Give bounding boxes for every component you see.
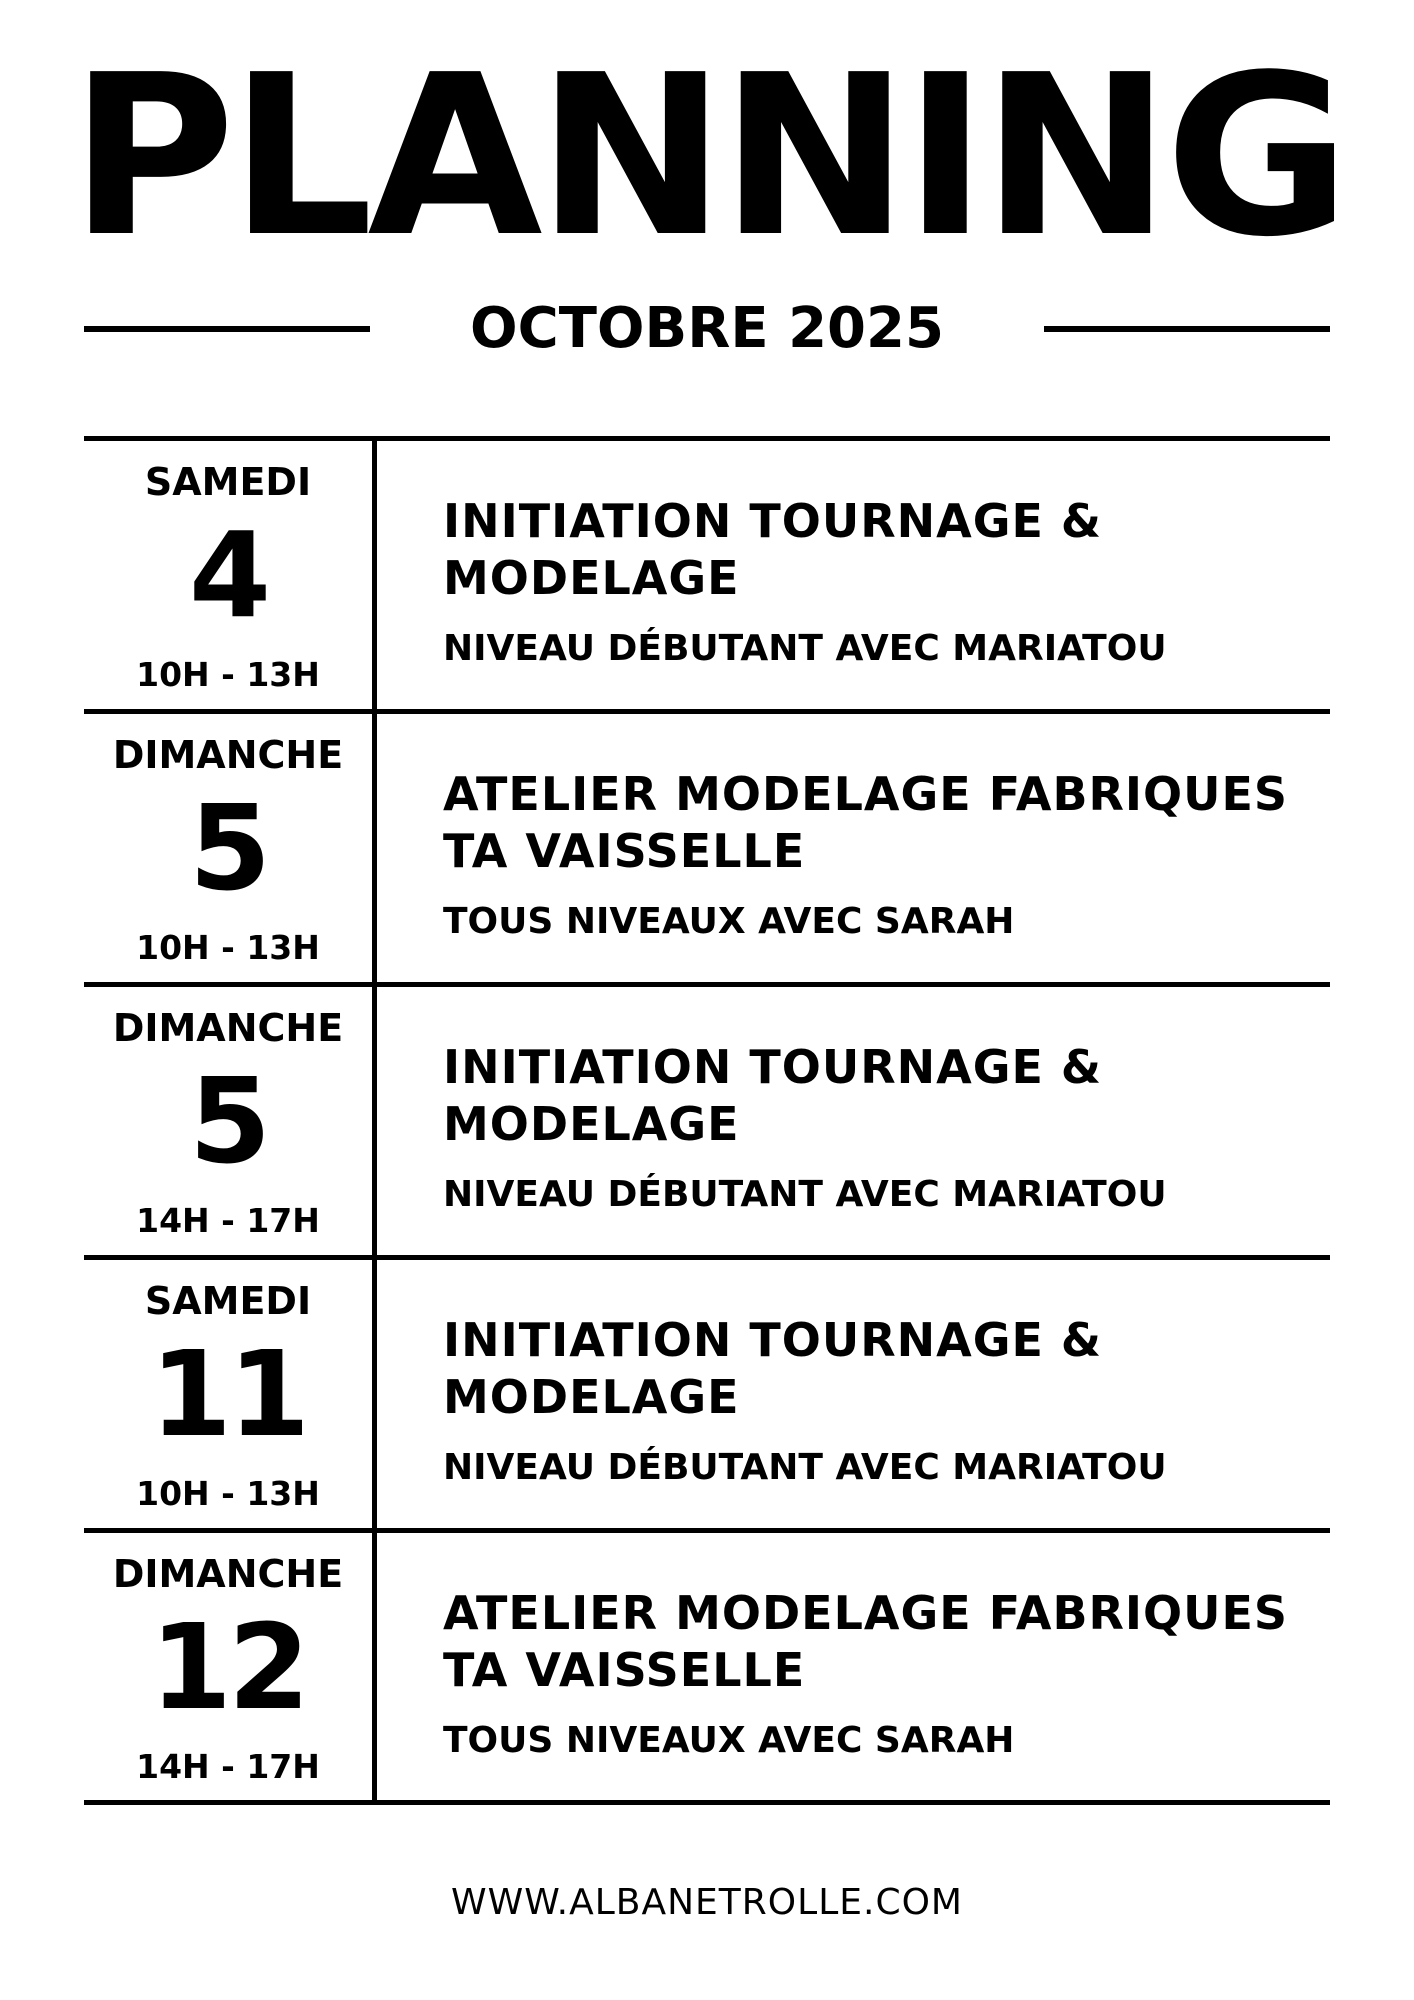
event-detail: TOUS NIVEAUX AVEC SARAH (443, 901, 1015, 942)
event-title: INITIATION TOURNAGE & MODELAGE (443, 1040, 1103, 1151)
page-title: PLANNING (69, 28, 1345, 286)
time-range: 14H - 17H (136, 1747, 320, 1786)
subtitle-rule-right (1044, 326, 1330, 332)
day-number: 5 (188, 1052, 268, 1190)
event-detail: NIVEAU DÉBUTANT AVEC MARIATOU (443, 628, 1167, 669)
session-row (84, 714, 1330, 987)
event-cell (377, 1260, 1330, 1533)
session-row (84, 1533, 1330, 1806)
date-cell (84, 714, 372, 987)
day-name: DIMANCHE (112, 733, 344, 777)
day-number: 4 (188, 506, 268, 644)
month-subtitle: OCTOBRE 2025 (470, 296, 944, 361)
subtitle-rule-left (84, 326, 370, 332)
event-detail: NIVEAU DÉBUTANT AVEC MARIATOU (443, 1447, 1167, 1488)
date-cell (84, 1260, 372, 1533)
day-name: DIMANCHE (112, 1006, 344, 1050)
day-number: 11 (149, 1325, 307, 1463)
time-range: 14H - 17H (136, 1201, 320, 1240)
day-name: SAMEDI (144, 460, 312, 504)
date-cell (84, 1533, 372, 1806)
event-title: ATELIER MODELAGE FABRIQUES TA VAISSELLE (443, 1586, 1289, 1697)
date-cell (84, 987, 372, 1260)
time-range: 10H - 13H (136, 655, 320, 694)
schedule-table (84, 436, 1330, 1805)
day-name: SAMEDI (144, 1279, 312, 1323)
event-cell (377, 987, 1330, 1260)
day-name: DIMANCHE (112, 1552, 344, 1596)
event-cell (377, 714, 1330, 987)
event-cell (377, 1533, 1330, 1806)
event-title: INITIATION TOURNAGE & MODELAGE (443, 494, 1103, 605)
website-link[interactable]: WWW.ALBANETROLLE.COM (451, 1882, 963, 1923)
day-number: 5 (188, 779, 268, 917)
event-cell (377, 441, 1330, 714)
session-row (84, 441, 1330, 714)
session-row (84, 987, 1330, 1260)
time-range: 10H - 13H (136, 1474, 320, 1513)
time-range: 10H - 13H (136, 928, 320, 967)
day-number: 12 (149, 1598, 307, 1736)
event-detail: TOUS NIVEAUX AVEC SARAH (443, 1720, 1015, 1761)
event-title: ATELIER MODELAGE FABRIQUES TA VAISSELLE (443, 767, 1289, 878)
date-cell (84, 441, 372, 714)
session-row (84, 1260, 1330, 1533)
event-detail: NIVEAU DÉBUTANT AVEC MARIATOU (443, 1174, 1167, 1215)
event-title: INITIATION TOURNAGE & MODELAGE (443, 1313, 1103, 1424)
